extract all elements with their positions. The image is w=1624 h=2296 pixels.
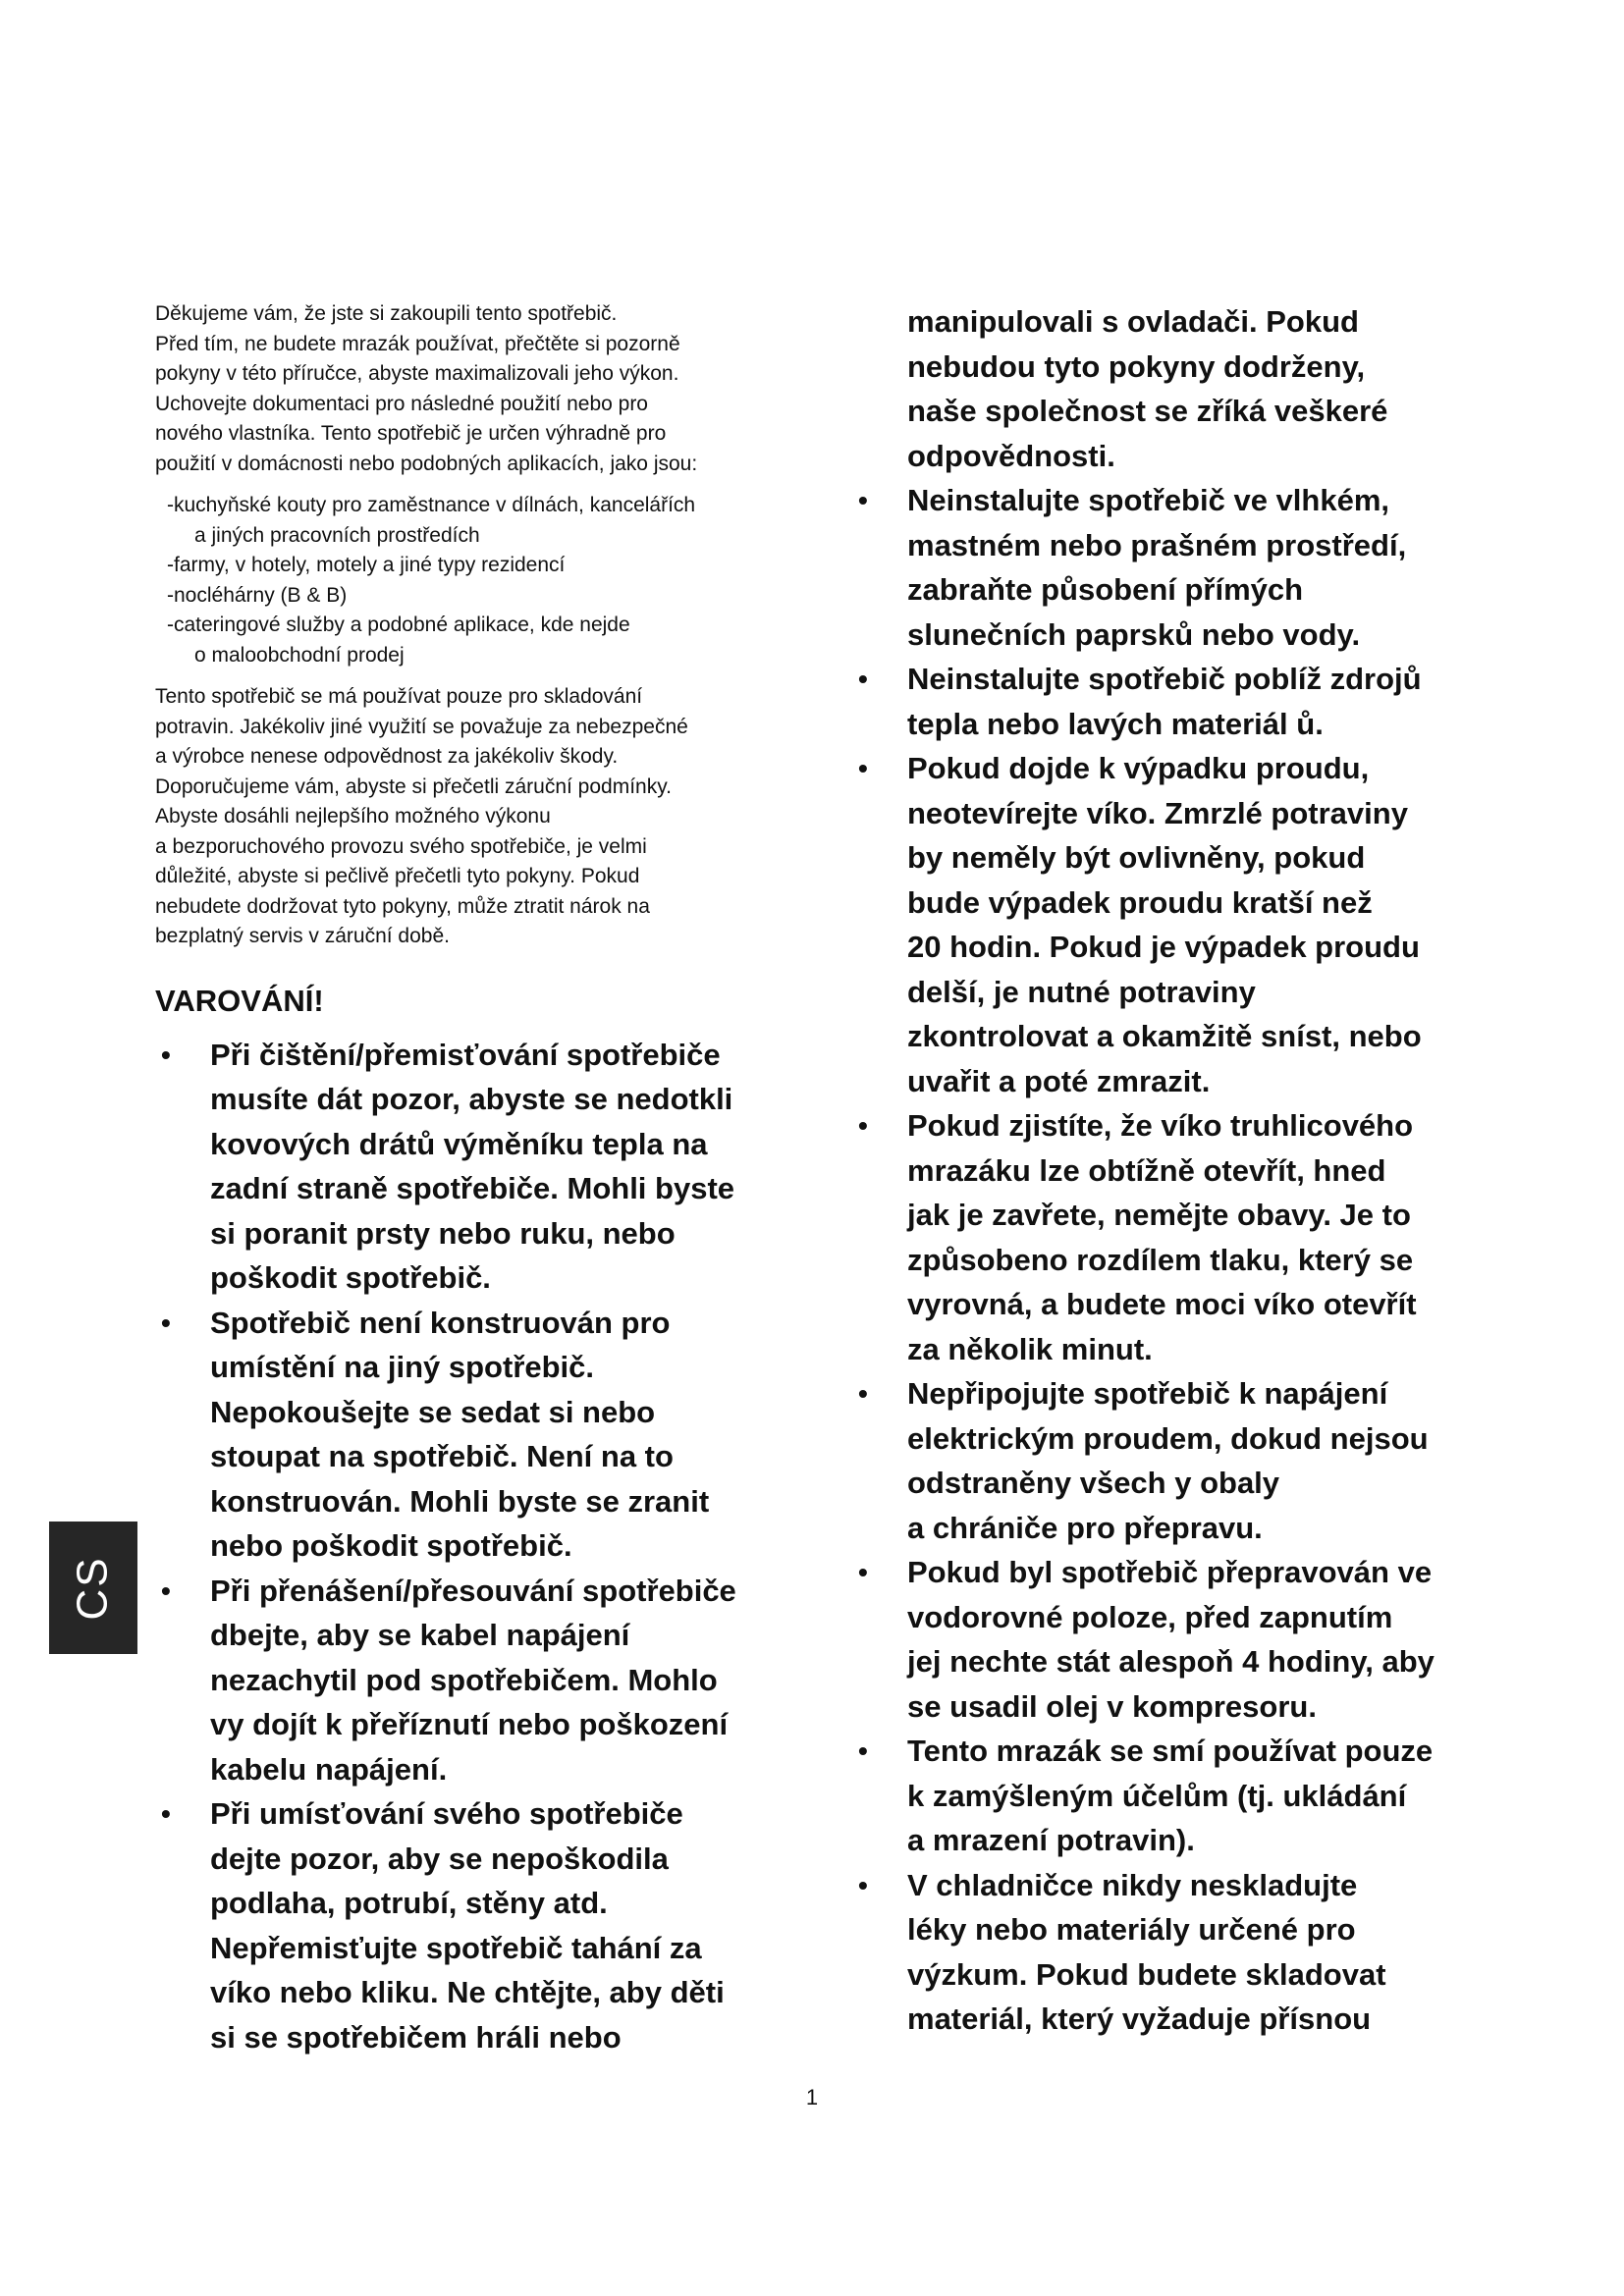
- bullet-icon: •: [161, 1039, 171, 1070]
- warning-continuation-line: naše společnost se zříká veškeré: [907, 394, 1388, 428]
- warning-item-line: mastném nebo prašném prostředí,: [907, 527, 1407, 562]
- intro-line: Abyste dosáhli nejlepšího možného výkonu: [155, 805, 551, 828]
- warning-list-left: [155, 1033, 784, 2060]
- bullet-icon: •: [858, 1378, 868, 1409]
- warning-item-line: umístění na jiný spotřebič.: [210, 1350, 595, 1384]
- warning-item-line: jej nechte stát alespoň 4 hodiny, aby: [907, 1644, 1435, 1679]
- warning-continuation-line: nebudou tyto pokyny dodrženy,: [907, 348, 1366, 384]
- warning-item: [155, 1791, 784, 2059]
- warning-item-line: materiál, který vyžaduje přísnou: [907, 2002, 1372, 2036]
- warning-item-line: tepla nebo lavých materiál ů.: [907, 706, 1324, 741]
- warning-item-line: kabelu napájení.: [210, 1751, 448, 1787]
- warning-item-line: konstruován. Mohli byste se zranit: [210, 1483, 710, 1519]
- right-column: [852, 299, 1490, 2042]
- intro-line: bezplatný servis v záruční době.: [155, 925, 450, 947]
- warning-item-line: musíte dát pozor, abyste se nedotkli: [210, 1082, 733, 1116]
- warning-continuation-line: odpovědnosti.: [907, 438, 1115, 473]
- warning-item-line: kovových drátů výměníku tepla na: [210, 1126, 708, 1161]
- warning-item: [852, 478, 1490, 657]
- warning-item-line: Nepřipojujte spotřebič k napájení: [907, 1376, 1388, 1411]
- warning-item-line: elektrickým proudem, dokud nejsou: [907, 1420, 1429, 1456]
- warning-item-line: jak je zavřete, nemějte obavy. Je to: [907, 1198, 1411, 1232]
- warning-item-line: vyrovná, a budete moci víko otevřít: [907, 1287, 1417, 1321]
- warning-heading: VAROVÁNÍ!: [155, 983, 324, 1018]
- warning-item-line: způsobeno rozdílem tlaku, který se: [907, 1242, 1414, 1277]
- warning-item-line: podlaha, potrubí, stěny atd.: [210, 1886, 608, 1920]
- usage-list-item: -kuchyňské kouty pro zaměstnance v dílnách, kancelářích: [167, 494, 696, 516]
- warning-item-line: neotevírejte víko. Zmrzlé potraviny: [907, 795, 1408, 830]
- warning-item: [852, 1729, 1490, 1863]
- warning-item-line: Spotřebič není konstruován pro: [210, 1305, 671, 1340]
- warning-item: [852, 657, 1490, 746]
- intro-line: nebudete dodržovat tyto pokyny, může ztratit nárok na: [155, 894, 650, 918]
- warning-item-line: Neinstalujte spotřebič poblíž zdrojů: [907, 662, 1422, 696]
- warning-item-line: poškodit spotřebič.: [210, 1260, 491, 1295]
- warning-item-line: nebo poškodit spotřebič.: [210, 1528, 572, 1563]
- warning-item: [852, 746, 1490, 1103]
- usage-list: [167, 491, 784, 670]
- usage-list-item-continuation: a jiných pracovních prostředích: [194, 523, 480, 547]
- warning-item-line: stoupat na spotřebič. Není na to: [210, 1439, 674, 1473]
- intro-line: potravin. Jakékoliv jiné využití se považuje za nebezpečné: [155, 715, 688, 738]
- bullet-icon: •: [858, 753, 868, 783]
- warning-item-line: Při přenášení/přesouvání spotřebiče: [210, 1573, 736, 1608]
- warning-item-line: 20 hodin. Pokud je výpadek proudu: [907, 930, 1420, 964]
- warning-item-line: Pokud byl spotřebič přepravován ve: [907, 1555, 1433, 1589]
- bullet-icon: •: [161, 1798, 171, 1829]
- warning-list-right: [852, 478, 1490, 2042]
- warning-item: [852, 1371, 1490, 1550]
- warning-item-line: k zamýšleným účelům (tj. ukládání: [907, 1778, 1407, 1813]
- language-tab-label: CS: [69, 1555, 117, 1621]
- warning-item-line: Neinstalujte spotřebič ve vlhkém,: [907, 483, 1390, 517]
- bullet-icon: •: [858, 1869, 868, 1900]
- warning-item-line: nezachytil pod spotřebičem. Mohlo: [210, 1662, 718, 1697]
- warning-item-line: dbejte, aby se kabel napájení: [210, 1618, 630, 1652]
- warning-item-line: slunečních paprsků nebo vody.: [907, 616, 1361, 652]
- warning-item: [155, 1301, 784, 1569]
- language-tab: [49, 1522, 137, 1654]
- intro-line: pokyny v této příručce, abyste maximalizovali jeho výkon.: [155, 362, 679, 385]
- intro-line: Děkujeme vám, že jste si zakoupili tento spotřebič.: [155, 302, 618, 325]
- warning-item-line: vodorovné poloze, před zapnutím: [907, 1599, 1393, 1634]
- bullet-icon: •: [858, 485, 868, 515]
- usage-list-item: -cateringové služby a podobné aplikace, kde nejde: [167, 614, 630, 636]
- warning-item-line: Pokud zjistíte, že víko truhlicového: [907, 1108, 1414, 1143]
- warning-item-line: za několik minut.: [907, 1331, 1153, 1366]
- intro-line: důležité, abyste si pečlivě přečetli tyto pokyny. Pokud: [155, 865, 640, 887]
- warning-item-line: Nepokoušejte se sedat si nebo: [210, 1394, 656, 1429]
- warning-item-line: Při čištění/přemisťování spotřebiče: [210, 1037, 721, 1072]
- warning-continuation-line: manipulovali s ovladači. Pokud: [907, 304, 1359, 339]
- warning-item-line: zabraňte působení přímých: [907, 572, 1304, 607]
- usage-list-item: -farmy, v hotely, motely a jiné typy rezidencí: [167, 554, 566, 576]
- warning-item: [852, 1550, 1490, 1729]
- warning-item-line: výzkum. Pokud budete skladovat: [907, 1956, 1386, 1992]
- left-column: [155, 299, 784, 2059]
- warning-item-line: si poranit prsty nebo ruku, nebo: [210, 1215, 676, 1251]
- bullet-icon: •: [161, 1307, 171, 1338]
- page-number: 1: [805, 2085, 819, 2109]
- warning-item-line: Nepřemisťujte spotřebič tahání za: [210, 1930, 702, 1965]
- warning-item-line: Při umísťování svého spotřebiče: [210, 1796, 683, 1831]
- warning-item-line: vy dojít k přeříznutí nebo poškození: [210, 1707, 729, 1741]
- warning-item-line: by neměly být ovlivněny, pokud: [907, 840, 1366, 875]
- bullet-icon: •: [858, 1110, 868, 1141]
- warning-item: [852, 1103, 1490, 1371]
- bullet-icon: •: [858, 664, 868, 694]
- warning-item-line: a mrazení potravin).: [907, 1823, 1195, 1857]
- warning-item-line: zadní straně spotřebiče. Mohli byste: [210, 1171, 735, 1205]
- intro-line: Před tím, ne budete mrazák používat, přečtěte si pozorně: [155, 332, 680, 355]
- intro-line: Uchovejte dokumentaci pro následné použití nebo pro: [155, 392, 648, 415]
- warning-item-line: si se spotřebičem hráli nebo: [210, 2019, 622, 2055]
- warning-item-line: delší, je nutné potraviny: [907, 974, 1256, 1009]
- warning-item-line: zkontrolovat a okamžitě sníst, nebo: [907, 1019, 1422, 1053]
- warning-item: [852, 1863, 1490, 2042]
- bullet-icon: •: [858, 1557, 868, 1587]
- intro-line: použití v domácnosti nebo podobných aplikacích, jako jsou:: [155, 452, 698, 475]
- warning-item-line: se usadil olej v kompresoru.: [907, 1688, 1317, 1724]
- warning-item-line: mrazáku lze obtížně otevřít, hned: [907, 1152, 1386, 1188]
- warning-item-line: Tento mrazák se smí používat pouze: [907, 1734, 1434, 1768]
- intro-line: Doporučujeme vám, abyste si přečetli záruční podmínky.: [155, 774, 673, 798]
- intro-line: Tento spotřebič se má používat pouze pro skladování: [155, 685, 643, 708]
- bullet-icon: •: [858, 1735, 868, 1766]
- warning-item-line: bude výpadek proudu kratší než: [907, 884, 1373, 920]
- warning-item-line: dejte pozor, aby se nepoškodila: [210, 1841, 669, 1876]
- warning-item-line: Pokud dojde k výpadku proudu,: [907, 751, 1370, 785]
- warning-item-line: V chladničce nikdy neskladujte: [907, 1867, 1358, 1902]
- warning-item: [155, 1033, 784, 1301]
- warning-item-line: odstraněny všech y obaly: [907, 1466, 1280, 1500]
- usage-list-item-continuation: o maloobchodní prodej: [194, 643, 405, 667]
- intro-line: nového vlastníka. Tento spotřebič je určen výhradně pro: [155, 422, 667, 445]
- warning-item-line: a chrániče pro přepravu.: [907, 1510, 1263, 1545]
- bullet-icon: •: [161, 1575, 171, 1606]
- warning-item: [155, 1569, 784, 1792]
- intro-section: [155, 299, 784, 952]
- warning-item-line: víko nebo kliku. Ne chtějte, aby děti: [210, 1975, 725, 2009]
- usage-list-item: -nocléhárny (B & B): [167, 583, 348, 607]
- warning-item-line: léky nebo materiály určené pro: [907, 1912, 1356, 1947]
- warning-item-line: uvařit a poté zmrazit.: [907, 1063, 1211, 1098]
- intro-line: a bezporuchového provozu svého spotřebiče, je velmi: [155, 834, 647, 858]
- intro-line: a výrobce nenese odpovědnost za jakékoliv škody.: [155, 745, 619, 768]
- warning-continuation: [852, 299, 1490, 478]
